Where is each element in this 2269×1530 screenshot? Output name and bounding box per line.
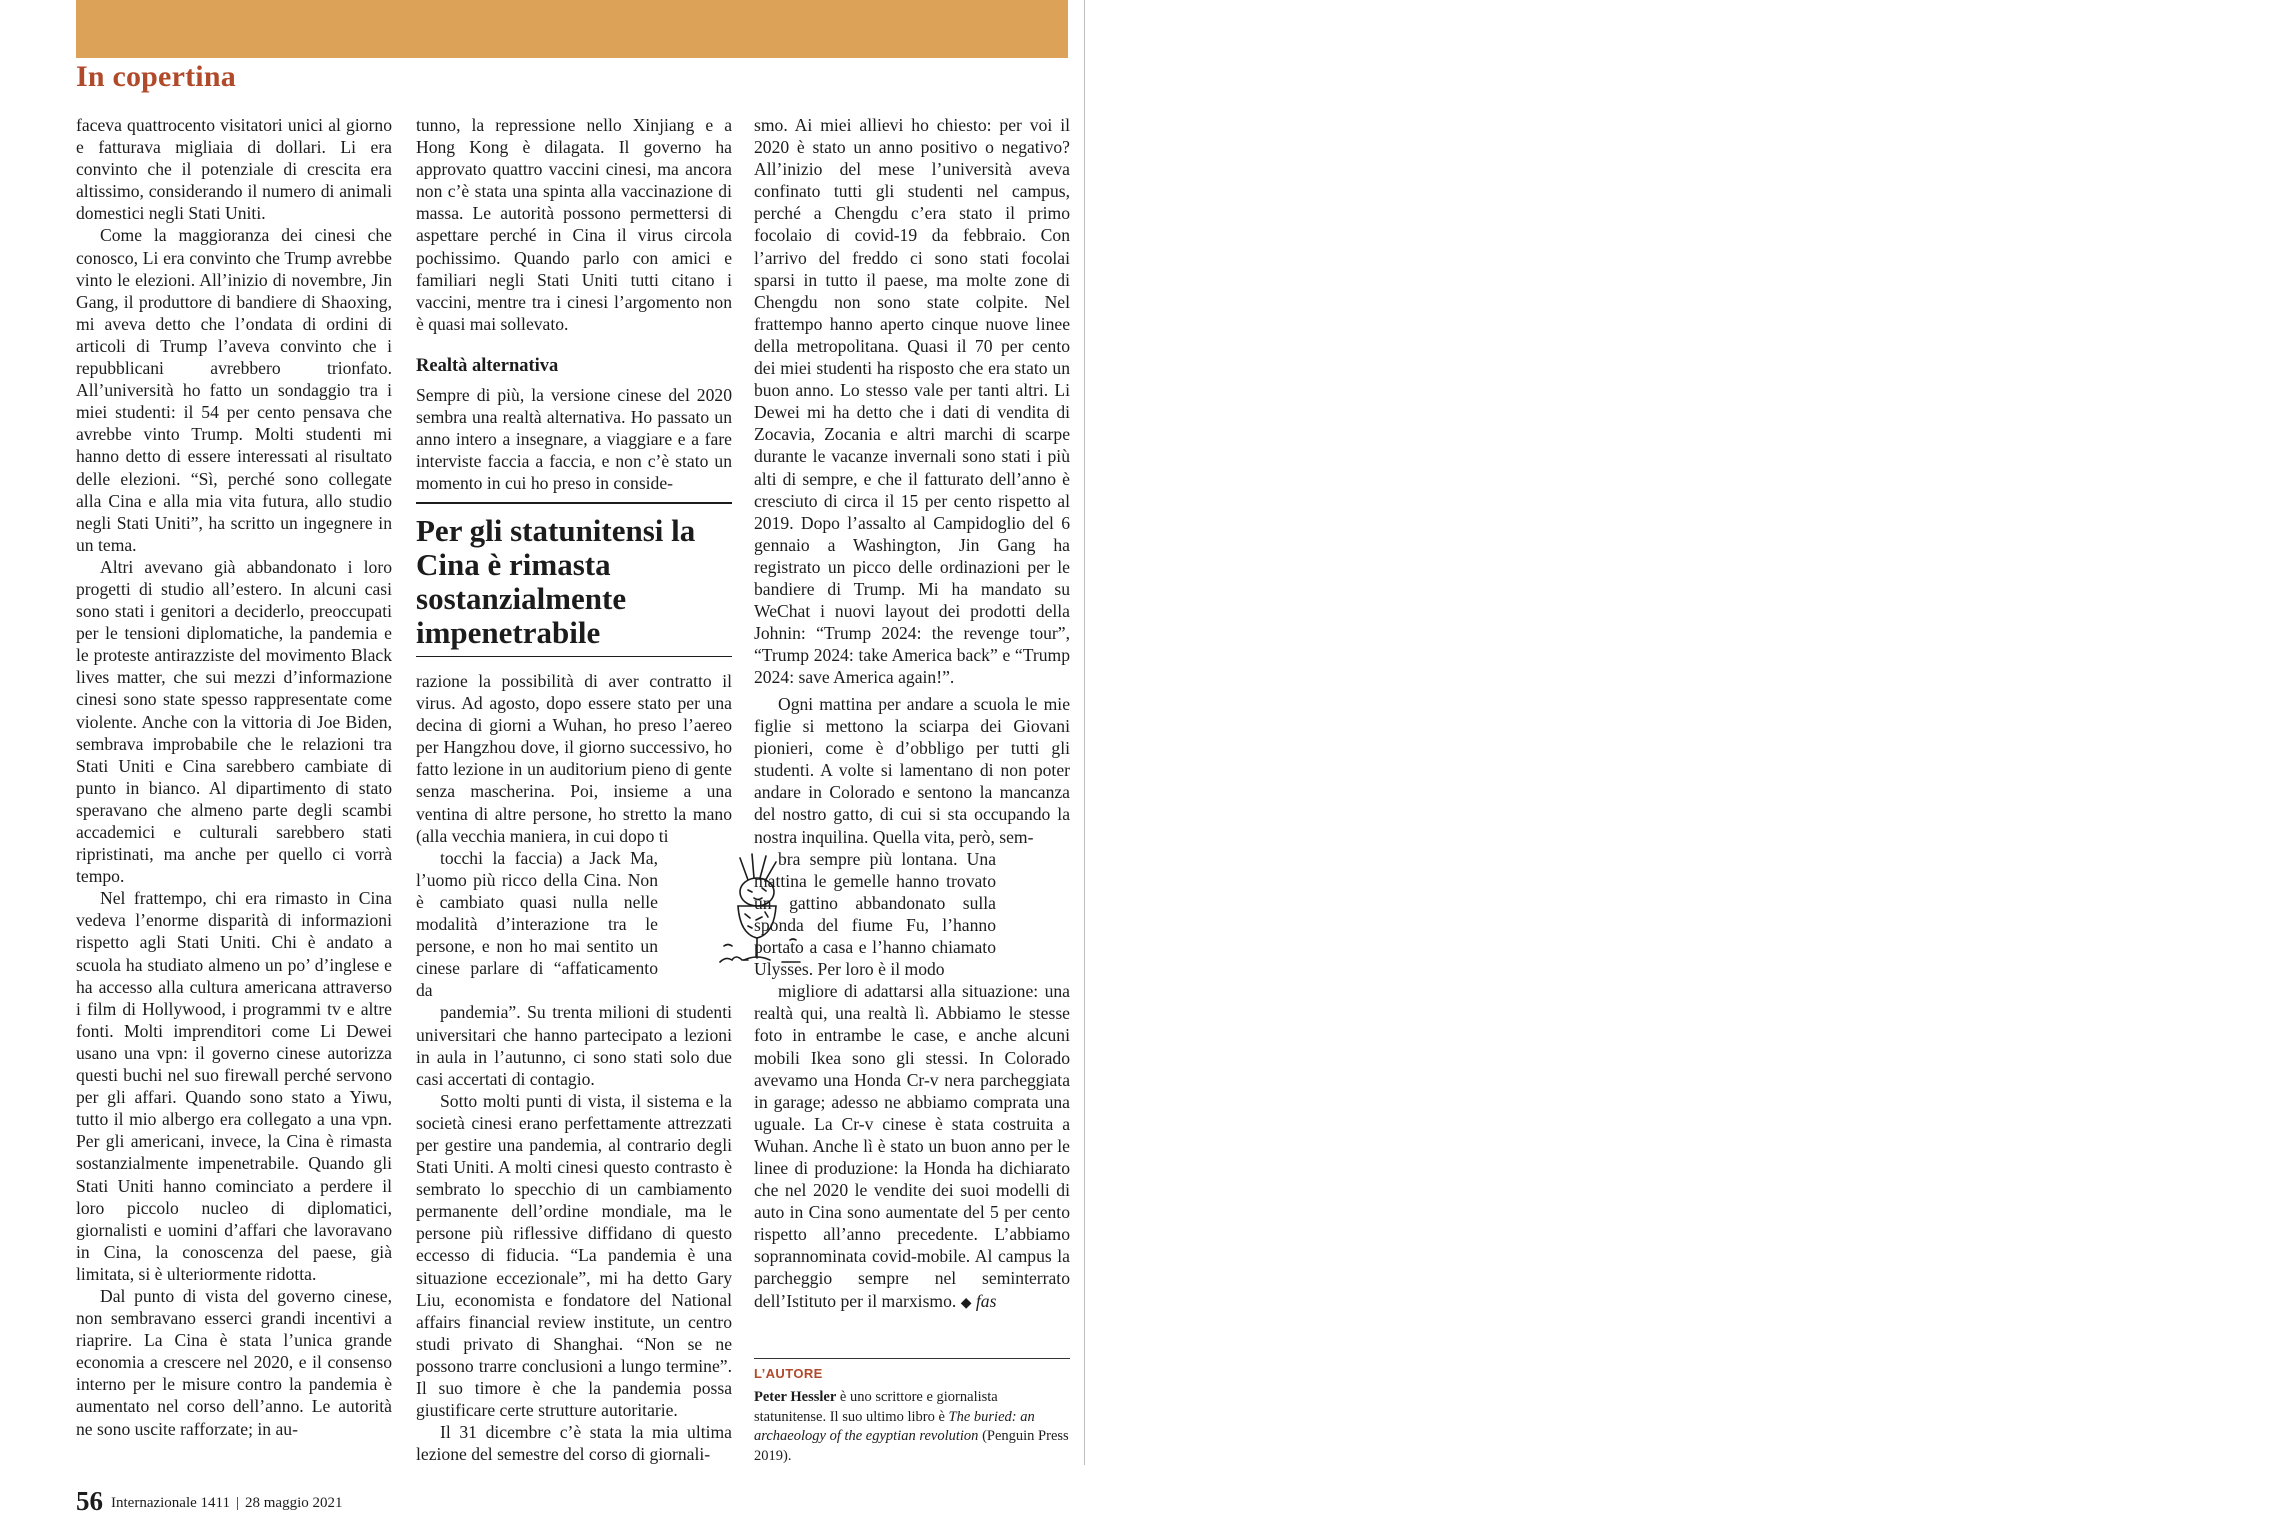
book-title: The buried: an archaeology of the egyptian revolution <box>754 1408 1035 1444</box>
paragraph-ending <box>754 980 1070 1313</box>
article-column-2-top <box>416 114 732 335</box>
paragraph: Nel frattempo, chi era rimasto in Cina vedeva l’enorme disparità di informazioni rispetto agli Stati Uniti. Chi è andato a scuola ha studiato almeno un po’ d’inglese e ha accesso alla cultura americana attraverso i film di Hollywood, i programmi tv e altre fonti. Molti imprenditori come Li Dewei usano una vpn: il governo cinese autorizza questi buchi nel suo firewall perché servono per gli affari. Quando sono stato a Yiwu, tutto il mio albergo era collegato a una vpn. Per gli americani, invece, la Cina è rimasta sostanzialmente impenetrabile. Quando gli Stati Uniti hanno cominciato a perdere il loro piccolo nucleo di diplomatici, giornalisti e uomini d’affari che lavoravano in Cina, la conoscenza del paese, già limitata, si è ulteriormente ridotta. <box>76 888 392 1284</box>
paragraph: Come la maggioranza dei cinesi che conosco, Li era convinto che Trump avrebbe vinto le elezioni. All’inizio di novembre, Jin Gang, il produttore di bandiere di Shaoxing, mi aveva detto che l’ondata di ordini di articoli di Trump l’aveva convinto che i repubblicani avrebbero trionfato. All’università ho fatto un sondaggio tra i miei studenti: il 54 per cento pensava che avrebbe vinto Trump. Molti studenti mi hanno detto di essere interessati al risultato delle elezioni. “Sì, perché sono collegate alla Cina e alla mia vita futura, allo studio negli Stati Uniti”, ha scritto un ingegnere in un tema. <box>76 225 392 555</box>
paragraph: Sotto molti punti di vista, il sistema e la società cinesi erano perfettamente attrezzati per gestire una pandemia, al contrario degli Stati Uniti. A molti cinesi questo contrasto è sembrato lo specchio di un cambiamento permanente dell’ordine mondiale, ma le persone più riflessive diffidano di questo eccesso di fiducia. “La pandemia è una situazione eccezionale”, mi ha detto Gary Liu, economista e fondatore del National affairs financial review institute, un centro studi privato di Shanghai. “Non se ne possono trarre conclusioni a lungo termine”. Il suo timore è che la pandemia possa giustificare certe strutture autoritarie. <box>416 1090 732 1421</box>
section-rubric: In copertina <box>76 60 236 93</box>
paragraph: faceva quattrocento visitatori unici al giorno e fatturava migliaia di dollari. Li era convinto che il potenziale di crescita era altissimo, considerando il numero di animali domestici negli Stati Uniti. <box>76 115 392 224</box>
paragraph: pandemia”. Su trenta milioni di studenti universitari che hanno partecipato a lezioni in aula in l’autunno, ci sono stati solo due casi accertati di contagio. <box>416 1002 732 1089</box>
paragraph: smo. Ai miei allievi ho chiesto: per voi il 2020 è stato un anno positivo o negativo? All’inizio del mese l’università aveva confinato tutti gli studenti nel campus, perché a Chengdu c’era stato il primo focolaio di covid-19 da febbraio. Con l’arrivo del freddo ci sono stati focolai sparsi in tutto il paese, ma molte zone di Chengdu non sono state colpite. Nel frattempo hanno aperto cinque nuove linee della metropolitana. Quasi il 70 per cento dei miei studenti ha risposto che era stato un buon anno. Lo stesso vale per tanti altri. Li Dewei mi ha detto che i dati di vendita di Zocavia, Zocania e altri marchi di scarpe durante le vacanze invernali sono stati i più alti di sempre, e che il fatturato dell’anno è cresciuto di circa il 15 per cento rispetto al 2019. Dopo l’assalto al Campidoglio del 6 gennaio a Washington, Jin Gang ha registrato un picco delle ordinazioni per le bandiere di Trump. Mi ha mandato su WeChat i nuovi layout dei prodotti della Johnin: “Trump 2024: the revenge tour”, “Trump 2024: take America back” e “Trump 2024: save America again!”. <box>754 115 1070 688</box>
paragraph-wrapped: tocchi la faccia) a Jack Ma, l’uomo più ricco della Cina. Non è cambiato quasi nulla nelle modalità d’interazione tra le persone, e non ho mai sentito un cinese parlare di “affaticamento da <box>416 847 658 1001</box>
paragraph: tunno, la repressione nello Xinjiang e a Hong Kong è dilagata. Il governo ha approvato quattro vaccini cinesi, ma ancora non c’è stata una spinta alla vaccinazione di massa. Le autorità possono permettersi di aspettare perché in Cina il virus circola pochissimo. Quando parlo con amici e familiari negli Stati Uniti tutti citano i vaccini, mentre tra i cinesi l’argomento non è quasi mai sollevato. <box>416 115 732 334</box>
author-bio-end: (Penguin Press 2019). <box>754 1428 1069 1464</box>
article-column-2-bottom <box>416 670 732 1465</box>
page-number: 56 <box>76 1486 103 1516</box>
header-color-band <box>76 0 1068 58</box>
author-box-text <box>754 1388 1070 1466</box>
pullquote-bottom-rule <box>416 656 732 657</box>
end-of-article-diamond-icon: ◆ <box>960 1294 972 1311</box>
issue-date: 28 maggio 2021 <box>245 1495 343 1511</box>
footer-separator: | <box>235 1495 239 1511</box>
paragraph: Ogni mattina per andare a scuola le mie figlie si mettono la sciarpa dei Giovani pionieri, come è d’obbligo per tutti gli studenti. A volte si lamentano di non poter andare in Colorado e sentono la mancanza del nostro gatto, di cui si sta occupando la nostra inquilina. Quella vita, però, sem- <box>754 694 1070 847</box>
pullquote-top-rule <box>416 502 732 504</box>
final-paragraph-text: migliore di adattarsi alla situazione: una realtà qui, una realtà lì. Abbiamo le stesse foto in entrambe le case, e anche alcuni mobili Ikea sono gli stessi. In Colorado avevamo una Honda Cr-v nera parcheggiata in garage; adesso ne abbiamo comprata una uguale. La Cr-v cinese è stata costruita a Wuhan. Anche lì è stato un buon anno per le linee di produzione: la Honda ha dichiarato che nel 2020 le vendite dei suoi modelli di auto in Cina sono aumentate del 5 per cento rispetto all’anno precedente. L’abbiamo soprannominata covid-mobile. Al campus la parcheggio sempre nel seminterrato dell’Istituto per il marxismo. <box>754 981 1070 1311</box>
page-footer <box>76 1486 343 1517</box>
article-column-3-bottom <box>754 693 1070 1314</box>
author-box-label: L’AUTORE <box>754 1366 823 1381</box>
author-name: Peter Hessler <box>754 1389 837 1405</box>
magazine-issue: Internazionale 1411 <box>111 1495 230 1511</box>
signature-initials: fas <box>975 1290 997 1311</box>
section-subheading: Realtà alternativa <box>416 356 559 376</box>
article-column-3-top <box>754 114 1070 688</box>
author-box-rule <box>754 1358 1070 1359</box>
article-column-1 <box>76 114 392 1440</box>
pullquote: Per gli statunitensi la Cina è rimasta sostanzialmente impenetrabile <box>416 513 696 650</box>
author-bio: è uno scrittore e giornalista statunitense. Il suo ultimo libro è <box>754 1389 998 1425</box>
paragraph: Sempre di più, la versione cinese del 2020 sembra una realtà alternativa. Ho passato un anno intero a insegnare, a viaggiare e a fare interviste faccia a faccia, e non c’è stato un momento in cui ho preso in conside- <box>416 385 732 494</box>
paragraph: Altri avevano già abbandonato i loro progetti di studio all’estero. In alcuni casi sono stati i genitori a deciderlo, preoccupati per le tensioni diplomatiche, la pandemia e le proteste antirazziste del movimento Black lives matter, che sui mezzi d’informazione cinesi sono state spesso rappresentate come violente. Anche con la vittoria di Joe Biden, sembrava improbabile che le relazioni tra Stati Uniti e Cina sarebbero cambiate di punto in bianco. Al dipartimento di stato speravano che almeno parte degli scambi accademici e culturali sarebbero stati ripristinati, ma anche per quello ci vorrà tempo. <box>76 556 392 887</box>
page-edge-rule <box>1084 0 1085 1465</box>
article-column-2-mid <box>416 384 732 494</box>
magazine-page <box>0 0 1090 1530</box>
paragraph: Dal punto di vista del governo cinese, non sembravano esserci grandi incentivi a riaprire. La Cina è stata l’unica grande economia a crescere nel 2020, e il consenso interno per le misure contro la pandemia è aumentato nel corso dell’anno. Le autorità ne sono uscite rafforzate; in au- <box>76 1285 392 1439</box>
paragraph: Il 31 dicembre c’è stata la mia ultima lezione del semestre del corso di giornali- <box>416 1422 732 1465</box>
paragraph: razione la possibilità di aver contratto il virus. Ad agosto, dopo essere stato per una decina di giorni a Wuhan, ho preso l’aereo per Hangzhou dove, il giorno successivo, ho fatto lezione in un auditorium pieno di gente senza mascherina. Poi, insieme a una ventina di altre persone, ho stretto la mano (alla vecchia maniera, in cui dopo ti <box>416 671 732 846</box>
paragraph-wrapped: bra sempre più lontana. Una mattina le gemelle hanno trovato un gattino abbandonato sulla sponda del fiume Fu, l’hanno portato a casa e l’hanno chiamato Ulysses. Per loro è il modo <box>754 848 996 980</box>
